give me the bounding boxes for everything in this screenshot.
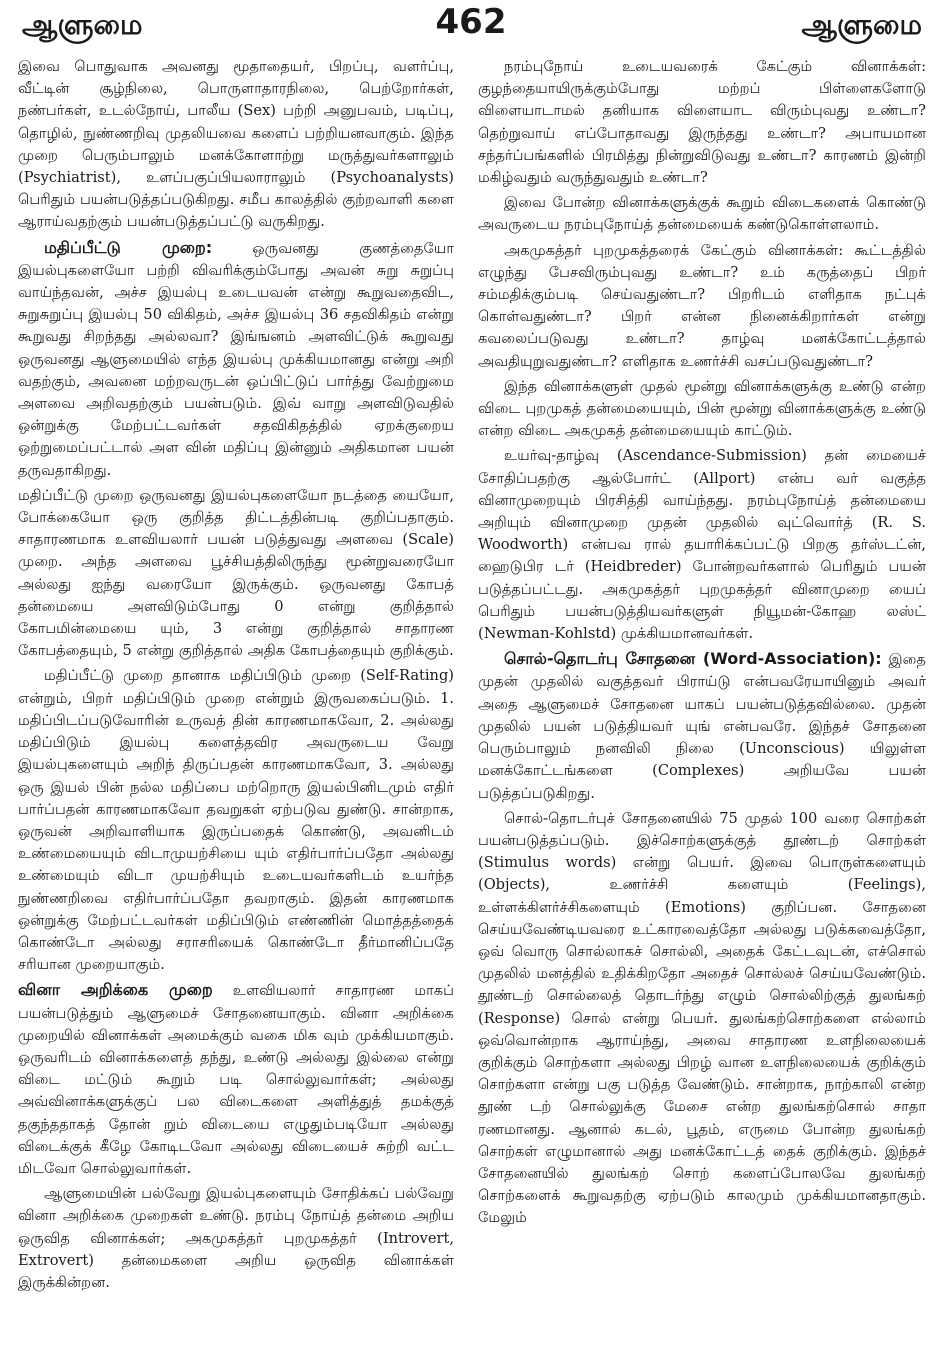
running-head-left: ஆளுமை — [22, 8, 143, 41]
paragraph-text: இதை முதன் முதலில் வகுத்தவர் பிராய்டு என்பவரேயாயினும் அவர் அதை ஆளுமைச் சோதனை யாகப் பயன்படுத்தவில்லை. முதன் முதலில் பயன் படுத்தியவர் யுங் என்பவரே. இந்தச் சோதனை பெரும்பாலும் நனவிலி நிலை (Unconscious) யிலுள்ள மனக்கோட்டங்களை (Complexes) அறியவே பயன் படுத்தப்படுகிறது. — [478, 651, 926, 802]
paragraph — [18, 56, 454, 234]
paragraph-text: மதிப்பீட்டு முறை தானாக மதிப்பிடும் முறை (Self-Rating) என்றும், பிறர் மதிப்பிடும் முறை என்றும் இருவகைப்படும். 1. மதிப்பிடப்படுவோரின் உருவத் தின் காரணமாகவோ, 2. அல்லது மதிப்பிடும் இயல்பு களைத்தவிர அவருடைய வேறு இயல்புகளையும் அறிந் திருப்பதன் காரணமாகவோ, 3. அல்லது ஒரு இயல் பின் நல்ல மதிப்பை மற்றொரு இயல்பினிடமும் எதிர் பார்ப்பதன் காரணமாகவோ தவறுகள் ஏற்படுவ துண்டு. சான்றாக, ஒருவன் அறிவாளியாக இருப்பதைக் கொண்டு, அவனிடம் உண்மையையும் விடாமுயற்சியை யும் எதிர்பார்ப்பதோ அல்லது உண்மையும் விடா முயற்சியும் உடையவர்களிடம் உயர்ந்த நுண்ணறிவை எதிர்பார்ப்பதோ தவறாகும். இதன் காரணமாக ஒன்றுக்கு மேற்பட்டவர்கள் மதிப்பிடும் எண்ணின் மொத்தத்தைக் கொண்டோ அல்லது சராசரியைக் கொண்டோ தீர்மானிப்பதே சரியான முறையாகும். — [18, 667, 454, 974]
section-heading: சொல்-தொடர்பு சோதனை (Word-Association): — [504, 649, 882, 669]
paragraph-text: இந்த வினாக்களுள் முதல் மூன்று வினாக்களுக்கு உண்டு என்ற விடை புறமுகத் தன்மையையும், பின் மூன்று வினாக்களுக்கு உண்டு என்ற விடை அகமுகத் தன்மையையும் காட்டும். — [478, 377, 926, 440]
page-header — [0, 0, 942, 48]
paragraph-text: இவை போன்ற வினாக்களுக்குக் கூறும் விடைகளைக் கொண்டு அவருடைய நரம்புநோய்த் தன்மையைக் கண்டுகொள்ளலாம். — [478, 194, 926, 234]
paragraph-text: ஒருவனது குணத்தையோ இயல்புகளையோ பற்றி விவரிக்கும்போது அவன் சுறு சுறுப்பு வாய்ந்தவன், அச்ச இயல்பு உடையவன் என்று கூறுவதைவிட, சுறுசுறுப்பு இயல்பு 50 விகிதம், அச்ச இயல்பு 36 சதவிகிதம் என்று கூறுவது சிறந்தது அல்லவா? இங்ஙனம் அளவிட்டுக் கூறுவது ஒருவனது ஆளுமையில் எந்த இயல்பு முக்கியமானது என்று அறி வதற்கும், அவனை மற்றவருடன் ஒப்பிட்டுப் பார்த்து வேற்றுமை அளவை அறிவதற்கும் பயன்படும். இவ் வாறு அளவிடுவதில் ஒன்றுக்கு மேற்பட்டவர்கள் சதவிகிதத்தில் ஏறக்குறைய ஒற்றுமைப்பட்டால் அள வின் மதிப்பு இன்னும் அதிகமான பயன் தருவதாகிறது. — [18, 239, 454, 479]
paragraph — [18, 485, 454, 663]
paragraph — [478, 240, 926, 373]
paragraph-text: நரம்புநோய் உடையவரைக் கேட்கும் வினாக்கள்: குழந்தையாயிருக்கும்போது மற்றப் பிள்ளைகளோடு விளையாடாமல் தனியாக விளையாட விரும்புவது உண்டா? தெற்றுவாய் எப்போதாவது இருந்தது உண்டா? அபாயமான சந்தர்ப்பங்களில் பிரமித்து நின்றுவிடுவது உண்டா? காரணம் இன்றி மகிழ்வதும் வருந்துவதும் உண்டா? — [478, 58, 926, 187]
paragraph-text: இவை பொதுவாக அவனது மூதாதையர், பிறப்பு, வளர்ப்பு, வீட்டின் சூழ்நிலை, பொருளாதாரநிலை, பெற்றோர்கள், நண்பர்கள், உடல்நோய், பாலீய (Sex) பற்றி அனுபவம், படிப்பு, தொழில், நுண்ணறிவு முதலியவை களைப் பற்றியனவாகும். இந்த முறை பெரும்பாலும் மனக்கோளாற்று மருத்துவர்களாலும் (Psychiatrist), உளப்பகுப்பியலாராலும் (Psychoanalysts) பெரிதும் பயன்படுத்தப்படுகிறது. சமீப காலத்தில் குற்றவாளி களை ஆராய்வதற்கும் பயன்படுத்தப்பட்டு வருகிறது. — [18, 58, 454, 231]
paragraph — [18, 665, 454, 976]
section-heading: மதிப்பீட்டு முறை: — [44, 237, 213, 257]
page-number: 462 — [435, 2, 507, 42]
paragraph-text: உயர்வு-தாழ்வு (Ascendance-Submission) தன் மையைச் சோதிப்பதற்கு ஆல்போர்ட் (Allport) என்ப வர் வகுத்த வினாமுறையும் பிரசித்தி வாய்ந்தது. நரம்புநோய்த் தன்மையை அறியும் வினாமுறை முதன் முதலில் வுட்வொர்த் (R. S. Woodworth) என்பவ ரால் தயாரிக்கப்பட்டு பிறகு தர்ஸ்டட்ன், ஹைடுபிர டர் (Heidbreder) போன்றவர்களால் பெரிதும் பயன் படுத்தப்பட்டது. அகமுகத்தர் புறமுகத்தர் வினாமுறை யைப் பெரிதும் பயன்படுத்தியவர்களுள் நியூமன்-கோஹ லஸ்ட் (Newman-Kohlstd) முக்கியமானவர்கள். — [478, 447, 926, 643]
paragraph-text: ஆளுமையின் பல்வேறு இயல்புகளையும் சோதிக்கப் பல்வேறு வினா அறிக்கை முறைகள் உண்டு. நரம்பு நோய்த் தன்மை அறிய ஒருவித வினாக்கள்; அகமுகத்தர் புறமுகத்தர் (Introvert, Extrovert) தன்மைகளை அறிய ஒருவித வினாக்கள் இருக்கின்றன. — [18, 1185, 454, 1291]
right-column — [478, 56, 926, 1356]
paragraph — [18, 979, 454, 1180]
paragraph-text: உளவியலார் சாதாரண மாகப் பயன்படுத்தும் ஆளுமைச் சோதனையாகும். வினா அறிக்கை முறையில் வினாக்கள் அமைக்கும் வகை மிக வும் முக்கியமாகும். ஒருவரிடம் வினாக்களைத் தந்து, உண்டு அல்லது இல்லை என்று விடை மட்டும் கூறும் படி சொல்லுவார்கள்; அல்லது அவ்வினாக்களுக்குப் பல விடைகளை அளித்துத் தமக்குத் தகுந்ததாகத் தோன் றும் விடையை எழுதும்படியோ அல்லது விடைக்குக் கீழே கோடிடவோ அல்லது விடையைச் சுற்றி வட்ட மிடவோ சொல்லுவார்கள். — [18, 982, 454, 1177]
paragraph-text: அகமுகத்தர் புறமுகத்தரைக் கேட்கும் வினாக்கள்: கூட்டத்தில் எழுந்து பேசவிரும்புவது உண்டா? உம் கருத்தைப் பிறர் சம்மதிக்கும்படி செய்வதுண்டா? பிறரிடம் எளிதாக நட்புக் கொள்வதுண்டா? பிறர் என்ன நினைக்கிறார்கள் என்று கவலைப்படுவது உண்டா? தாழ்வு மனக்கோட்டத்தால் அவதியுறுவதுண்டா? எளிதாக உணர்ச்சி வசப்படுவதுண்டா? — [478, 241, 926, 370]
paragraph — [478, 376, 926, 443]
paragraph — [478, 648, 926, 804]
left-column — [18, 56, 454, 1356]
section-heading: வினா அறிக்கை முறை — [18, 980, 213, 1000]
paragraph — [478, 445, 926, 645]
paragraph — [18, 1183, 454, 1294]
paragraph-text: சொல்-தொடர்புச் சோதனையில் 75 முதல் 100 வரை சொற்கள் பயன்படுத்தப்படும். இச்சொற்களுக்குத் தூண்டற் சொற்கள் (Stimulus words) என்று பெயர். இவை பொருள்களையும் (Objects), உணர்ச்சி களையும் (Feelings), உள்ளக்கிளர்ச்சிகளையும் (Emotions) குறிப்பன. சோதனை செய்யவேண்டியவரை உட்காரவைத்தோ அல்லது படுக்கவைத்தோ, ஒவ் வொரு சொல்லாகச் சொல்லி, அதைக் கேட்டவுடன், எச்சொல் முதலில் மனத்தில் உதிக்கிறதோ அதைச் சொல்லச் செய்யவேண்டும். தூண்டற் சொல்லைத் தொடர்ந்து எழும் சொல்லிற்குத் துலங்கற் (Response) சொல் என்று பெயர். துலங்கற்சொற்களை எல்லாம் ஒவ்வொன்றாக ஆராய்ந்து, அவை சாதாரண உளநிலையைக் குறிக்கும் சொற்களா அல்லது பிறழ் வான உளநிலையைக் குறிக்கும் சொற்களா என்று பகு படுத்த வேண்டும். சான்றாக, நாற்காலி என்ற தூண் டற் சொல்லுக்கு மேசை என்ற துலங்கற்சொல் சாதா ரணமானது. ஆனால் கடல், பூதம், எருமை போன்ற துலங்கற் சொற்கள் எழுமானால் அது மனக்கோட்டத் தைக் குறிக்கும். இந்தச் சோதனையில் துலங்கற் சொற் களைப்போலவே துலங்கற் சொற்களைக் கூறுவதற்கு ஏற்படும் காலமும் முக்கியமானதாகும். மேலும் — [478, 809, 926, 1227]
paragraph-text: மதிப்பீட்டு முறை ஒருவனது இயல்புகளையோ நடத்தை யையோ, போக்கையோ ஒரு குறித்த திட்டத்தின்படி குறிப்பதாகும். சாதாரணமாக உளவியலார் பயன் படுத்துவது அளவை (Scale) முறை. அந்த அளவை பூச்சியத்திலிருந்து மூன்றுவரையோ அல்லது ஐந்து வரையோ இருக்கும். ஒருவனது கோபத் தன்மையை அளவிடும்போது 0 என்று குறித்தால் கோபமின்மையை யும், 3 என்று குறித்தால் சாதாரண கோபத்தையும், 5 என்று குறித்தால் அதிக கோபத்தையும் குறிக்கும். — [18, 486, 454, 660]
running-head-right: ஆளுமை — [801, 8, 922, 41]
paragraph — [478, 808, 926, 1230]
paragraph — [478, 56, 926, 189]
paragraph — [18, 237, 454, 482]
paragraph — [478, 192, 926, 236]
